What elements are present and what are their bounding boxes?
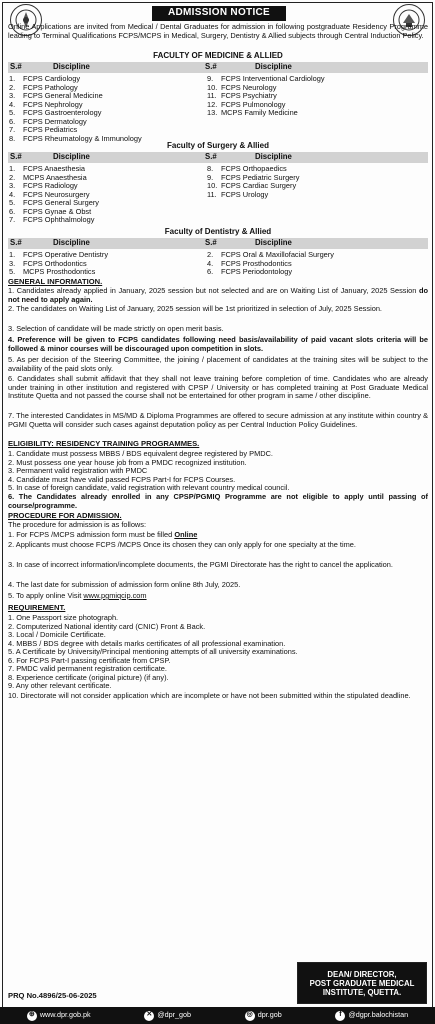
procedure-item-3: 3. In case of incorrect information/incomplete documents, the PGMI Directorate has the right to cancel the application. (8, 560, 393, 569)
medicine-right-list (207, 75, 325, 118)
discipline-name: MCPS Anaesthesia (23, 172, 87, 182)
footer-handle: dpr.gob (257, 1010, 282, 1020)
header-discipline: Discipline (255, 238, 292, 247)
discipline-name: FCPS Cardiac Surgery (221, 181, 297, 190)
list-item: 6. For FCPS Part-I passing certificate from CPSP. (8, 655, 171, 665)
discipline-name: FCPS Pediatric Surgery (221, 172, 300, 182)
discipline-name: FCPS Dermatology (23, 116, 87, 126)
list-item: 1. Candidate must possess MBBS / BDS equivalent degree registered by PMDC. (8, 449, 273, 458)
discipline-name: FCPS Rheumatology & Immunology (23, 133, 142, 143)
general-item-1 (8, 287, 428, 304)
discipline-row (207, 268, 334, 277)
header-sno: S.# (10, 152, 22, 161)
header-sno: S.# (10, 238, 22, 247)
discipline-row (207, 191, 299, 200)
dentistry-table-header (8, 238, 428, 249)
list-item: 3. Permanent valid registration with PMDC (8, 466, 148, 475)
list-item: 2. Computerized National identity card (CNIC) Front & Back. (8, 621, 206, 631)
globe-icon: ⊕ (27, 1011, 37, 1021)
header-discipline: Discipline (255, 62, 292, 71)
procedure-item-4: 4. The last date for submission of admission form online 8th July, 2025. (8, 580, 241, 589)
footer-social-item[interactable] (245, 1011, 282, 1021)
discipline-name: FCPS General Medicine (23, 91, 103, 100)
discipline-name: FCPS Prosthodontics (221, 258, 292, 268)
discipline-number: 12. (207, 99, 218, 109)
general-item-6: 6. Candidates shall submit affidavit that they shall not leave training before completion of time. Candidates who are already under training in other institution and registered with CPSP / University or has completed training at Post Graduate Medical Institute Quetta and not passed the course shall not be entertained for other program in same / other discipline. (8, 374, 428, 401)
discipline-name: FCPS Anaesthesia (23, 164, 86, 173)
general-item-1-text: 1. Candidates already applied in January, 2025 session but not selected and are on Waiting List of January, 2025 Session (8, 286, 419, 295)
procedure-item-1-text: 1. For FCPS /MCPS admission form must be filled (8, 530, 175, 539)
discipline-number: 2. (207, 250, 214, 259)
website-link[interactable]: www.pgmiqcip.com (83, 591, 147, 600)
discipline-name: FCPS Nephrology (23, 99, 83, 109)
medicine-table-header (8, 62, 428, 73)
discipline-number: 5. (9, 108, 16, 117)
discipline-number: 3. (9, 258, 16, 268)
eligibility-item-6: 6. The Candidates already enrolled in any CPSP/PGMIQ Programme are not eligible to apply until passing of course/programme. (8, 492, 428, 510)
header-sno: S.# (10, 62, 22, 71)
list-item: 4. MBBS / BDS degree with details marks certificates of all professional examination. (8, 638, 286, 648)
general-item-1-bold: do not need to apply again. (8, 286, 428, 304)
footer-handle: @dgpr.balochistan (348, 1010, 409, 1020)
page-title: ADMISSION NOTICE (152, 6, 286, 21)
list-item: 5. A Certificate by University/Principal mentioning attempts of all university examinations. (8, 647, 298, 656)
discipline-number: 7. (9, 215, 16, 224)
discipline-name: FCPS Gastroenterology (23, 108, 102, 117)
general-item-4: 4. Preference will be given to FCPS candidates following need basis/availability of paid vacant slots criteria will be followed & minor courses will be discouraged upon competition in slots. (8, 335, 428, 353)
instagram-icon: ◎ (245, 1011, 255, 1021)
discipline-number: 5. (9, 198, 16, 207)
header-sno: S.# (205, 238, 217, 247)
intro-paragraph: Online Applications are invited from Medical / Dental Graduates for admission in following postgraduate Residency Programme leading to Terminal Qualifications FCPS/MCPS in Medical, Surgery, Dentistry & Allied subjects through Central Induction Policy. (8, 22, 428, 40)
surgery-faculty-title: Faculty of Surgery & Allied (167, 141, 269, 150)
discipline-name: FCPS General Surgery (23, 198, 99, 207)
procedure-item-5-text: 5. To apply online Visit (8, 591, 84, 600)
discipline-name: FCPS Interventional Cardiology (221, 74, 325, 83)
discipline-row (9, 268, 108, 277)
procedure-lead: The procedure for admission is as follows: (8, 520, 147, 529)
discipline-number: 11. (207, 189, 217, 199)
discipline-name: FCPS Neurosurgery (23, 189, 90, 199)
discipline-number: 9. (207, 74, 214, 83)
discipline-name: FCPS Orthodontics (23, 258, 87, 268)
general-item-2: 2. The candidates on Waiting List of January, 2025 session will be 1st prioritized in selection of July, 2025 Session. (8, 304, 382, 313)
footer-handle: www.dpr.gob.pk (39, 1010, 91, 1020)
list-item: 7. PMDC valid permanent registration certificate. (8, 664, 167, 673)
list-item: 4. Candidate must have valid passed FCPS Part-I for FCPS Courses. (8, 474, 236, 484)
header-discipline: Discipline (53, 62, 90, 71)
discipline-number: 1. (9, 74, 16, 83)
discipline-name: FCPS Operative Dentistry (23, 250, 109, 259)
discipline-number: 5. (9, 267, 16, 276)
header-discipline: Discipline (255, 152, 292, 161)
dentistry-left-list (9, 251, 108, 277)
discipline-name: MCPS Family Medicine (221, 108, 298, 117)
footer-handle: @dpr_gob (157, 1010, 192, 1020)
discipline-number: 10. (207, 181, 218, 190)
procedure-item-5 (8, 592, 428, 601)
header-discipline: Discipline (53, 152, 90, 161)
header-sno: S.# (205, 152, 217, 161)
discipline-name: FCPS Psychiatry (221, 91, 277, 100)
requirement-title: REQUIREMENT. (8, 603, 66, 612)
prq-number: PRQ No.4896/25-06-2025 (8, 991, 97, 1000)
discipline-number: 13. (207, 108, 218, 117)
surgery-table-header (8, 152, 428, 163)
footer-bar (0, 1007, 435, 1024)
discipline-row (207, 109, 325, 118)
signature-block (297, 962, 427, 1004)
general-information-title: GENERAL INFORMATION. (8, 277, 103, 286)
requirement-item-10: 10. Directorate will not consider application which are incomplete or have not been submitted within the stipulated deadline. (8, 691, 411, 700)
discipline-number: 1. (9, 250, 16, 259)
discipline-name: FCPS Pulmonology (221, 99, 286, 109)
list-item: 3. Local / Domicile Certificate. (8, 630, 106, 639)
discipline-number: 8. (9, 133, 16, 143)
list-item: 1. One Passport size photograph. (8, 613, 119, 622)
procedure-title: PROCEDURE FOR ADMISSION. (8, 511, 122, 520)
discipline-number: 4. (9, 99, 16, 109)
discipline-number: 11. (207, 91, 217, 100)
discipline-number: 7. (9, 125, 16, 134)
discipline-number: 6. (9, 206, 16, 216)
x-icon: ✕ (144, 1011, 154, 1021)
discipline-number: 4. (9, 189, 16, 199)
discipline-name: FCPS Periodontology (221, 267, 293, 276)
general-item-7: 7. The interested Candidates in MS/MD & Diploma Programmes are offered to secure admission at any institute within country & PGMI Quetta will consider such cases against deputation policy as per Central Induction Policy Guidelines. (8, 411, 428, 429)
discipline-name: FCPS Ophthalmology (23, 215, 95, 224)
procedure-item-1 (8, 531, 428, 540)
discipline-number: 10. (207, 82, 218, 92)
header-discipline: Discipline (53, 238, 90, 247)
discipline-name: FCPS Pathology (23, 82, 78, 92)
footer-social-item[interactable] (144, 1011, 191, 1021)
facebook-icon: f (335, 1011, 345, 1021)
discipline-number: 1. (9, 164, 16, 173)
surgery-right-list (207, 165, 299, 199)
requirement-list (8, 614, 428, 691)
discipline-name: FCPS Urology (221, 189, 269, 199)
signature-line-2: POST GRADUATE MEDICAL (309, 978, 415, 988)
list-item: 5. In case of foreign candidate, valid registration with relevant country medical council. (8, 483, 290, 492)
discipline-name: FCPS Gynae & Obst (23, 206, 92, 216)
eligibility-list (8, 450, 428, 493)
discipline-name: FCPS Oral & Maxillofacial Surgery (221, 250, 334, 259)
header-sno: S.# (205, 62, 217, 71)
discipline-name: FCPS Neurology (221, 82, 277, 92)
list-item: 2. Must possess one year house job from a PMDC recognized institution. (8, 457, 247, 467)
footer-social-item[interactable] (335, 1011, 408, 1021)
discipline-number: 9. (207, 172, 214, 182)
discipline-row (9, 216, 99, 225)
discipline-name: FCPS Orthopaedics (221, 164, 287, 173)
discipline-number: 2. (9, 172, 16, 182)
signature-line-1: DEAN/ DIRECTOR, (327, 969, 397, 979)
general-item-3: 3. Selection of candidate will be made strictly on open merit basis. (8, 324, 224, 333)
discipline-number: 2. (9, 82, 16, 92)
discipline-number: 6. (207, 267, 214, 276)
general-item-5: 5. As per decision of the Steering Committee, the joining / placement of candidates at the training sites will be subject to the availability of the paid slots only. (8, 355, 428, 373)
discipline-number: 3. (9, 181, 16, 190)
discipline-number: 4. (207, 258, 214, 268)
dentistry-right-list (207, 251, 334, 277)
surgery-left-list (9, 165, 99, 225)
procedure-item-1-bold: Online (174, 530, 198, 539)
discipline-name: MCPS Prosthodontics (23, 267, 96, 276)
eligibility-title: ELIGIBILITY: RESIDENCY TRAINING PROGRAMMES. (8, 439, 200, 448)
procedure-item-2: 2. Applicants must choose FCPS /MCPS Once its chosen they can only apply for one specialty at the time. (8, 540, 356, 549)
discipline-number: 8. (207, 164, 214, 173)
discipline-number: 3. (9, 91, 16, 100)
discipline-name: FCPS Pediatrics (23, 125, 78, 134)
discipline-name: FCPS Cardiology (23, 74, 81, 83)
discipline-number: 6. (9, 116, 16, 126)
list-item: 9. Any other relevant certificate. (8, 681, 112, 690)
signature-line-3: INSTITUTE, QUETTA. (322, 987, 402, 997)
discipline-name: FCPS Radiology (23, 181, 78, 190)
dentistry-faculty-title: Faculty of Dentistry & Allied (164, 227, 272, 236)
medicine-faculty-title: FACULTY OF MEDICINE & ALLIED (153, 51, 283, 60)
footer-social-item[interactable] (27, 1011, 91, 1021)
medicine-left-list (9, 75, 142, 143)
list-item: 8. Experience certificate (original picture) (if any). (8, 672, 169, 682)
